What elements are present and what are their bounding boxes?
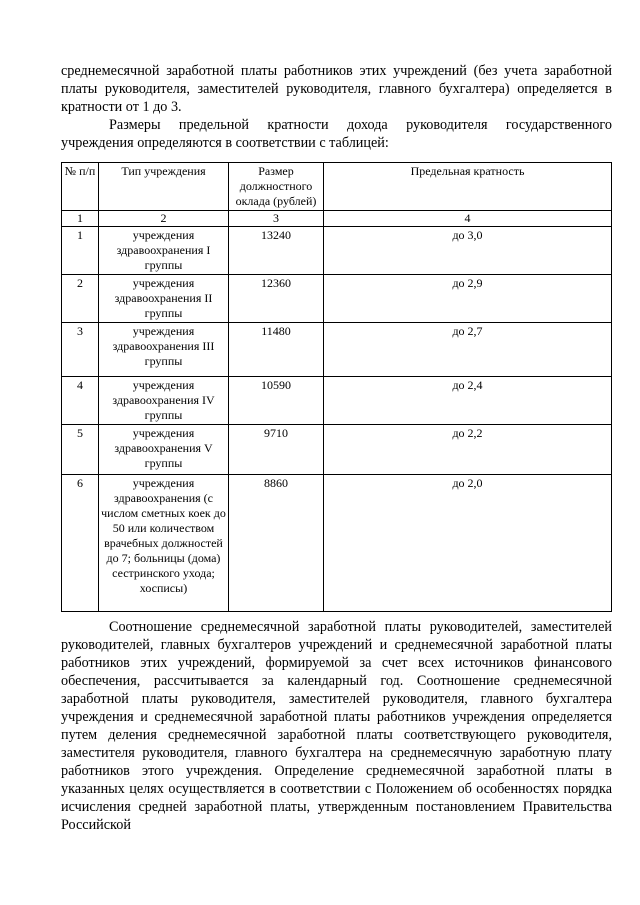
row-type: учреждения здравоохранения I группы [99,227,229,275]
row-salary: 12360 [229,275,324,323]
column-number: 1 [62,211,99,227]
row-number: 4 [62,377,99,425]
row-ratio: до 2,4 [324,377,612,425]
row-type: учреждения здравоохранения IV группы [99,377,229,425]
row-number: 1 [62,227,99,275]
header-type: Тип учреждения [99,163,229,211]
ratio-table [61,162,612,612]
table-header-row [62,163,612,211]
table-row [62,323,612,377]
column-number: 3 [229,211,324,227]
row-salary: 11480 [229,323,324,377]
row-salary: 8860 [229,475,324,612]
row-number: 2 [62,275,99,323]
header-salary: Размер должностного оклада (рублей) [229,163,324,211]
table-row [62,377,612,425]
row-number: 3 [62,323,99,377]
row-salary: 9710 [229,425,324,475]
header-ratio: Предельная кратность [324,163,612,211]
row-number: 6 [62,475,99,612]
row-ratio: до 2,9 [324,275,612,323]
row-salary: 13240 [229,227,324,275]
row-number: 5 [62,425,99,475]
table-row [62,275,612,323]
column-number: 4 [324,211,612,227]
row-ratio: до 2,0 [324,475,612,612]
header-number: № п/п [62,163,99,211]
row-ratio: до 2,7 [324,323,612,377]
row-type: учреждения здравоохранения III группы [99,323,229,377]
paragraph-table-intro: Размеры предельной кратности дохода руководителя государственного учреждения определяются в соответствии с таблицей: [61,117,612,151]
table-column-numbers-row [62,211,612,227]
row-ratio: до 3,0 [324,227,612,275]
paragraph-salary-ratio-intro: среднемесячной заработной платы работников этих учреждений (без учета заработной платы руководителя, заместителей руководителя, главного бухгалтера) определяется в кратности от 1 до 3. [61,63,612,115]
table-row [62,475,612,612]
row-type: учреждения здравоохранения V группы [99,425,229,475]
table-row [62,425,612,475]
paragraph-salary-ratio-calculation: Соотношение среднемесячной заработной платы руководителей, заместителей руководителей, главных бухгалтеров учреждений и среднемесячной заработной платы работников этих учреждений, формируемой за счет всех источников финансового обеспечения, рассчитывается за календарный год. Соотношение среднемесячной заработной платы руководителя, заместителей руководителя, главного бухгалтера учреждения и среднемесячной заработной платы работников учреждения определяется путем деления среднемесячной заработной платы соответствующего руководителя, заместителя руководителя, главного бухгалтера на среднемесячную заработную плату работников этого учреждения. Определение среднемесячной заработной платы в указанных целях осуществляется в соответствии с Положением об особенностях порядка исчисления средней заработной платы, утвержденным постановлением Правительства Российской [61,619,612,833]
row-salary: 10590 [229,377,324,425]
row-type: учреждения здравоохранения II группы [99,275,229,323]
table-row [62,227,612,275]
row-ratio: до 2,2 [324,425,612,475]
row-type: учреждения здравоохранения (с числом сметных коек до 50 или количеством врачебных должностей до 7; больницы (дома) сестринского ухода; хосписы) [99,475,229,612]
column-number: 2 [99,211,229,227]
